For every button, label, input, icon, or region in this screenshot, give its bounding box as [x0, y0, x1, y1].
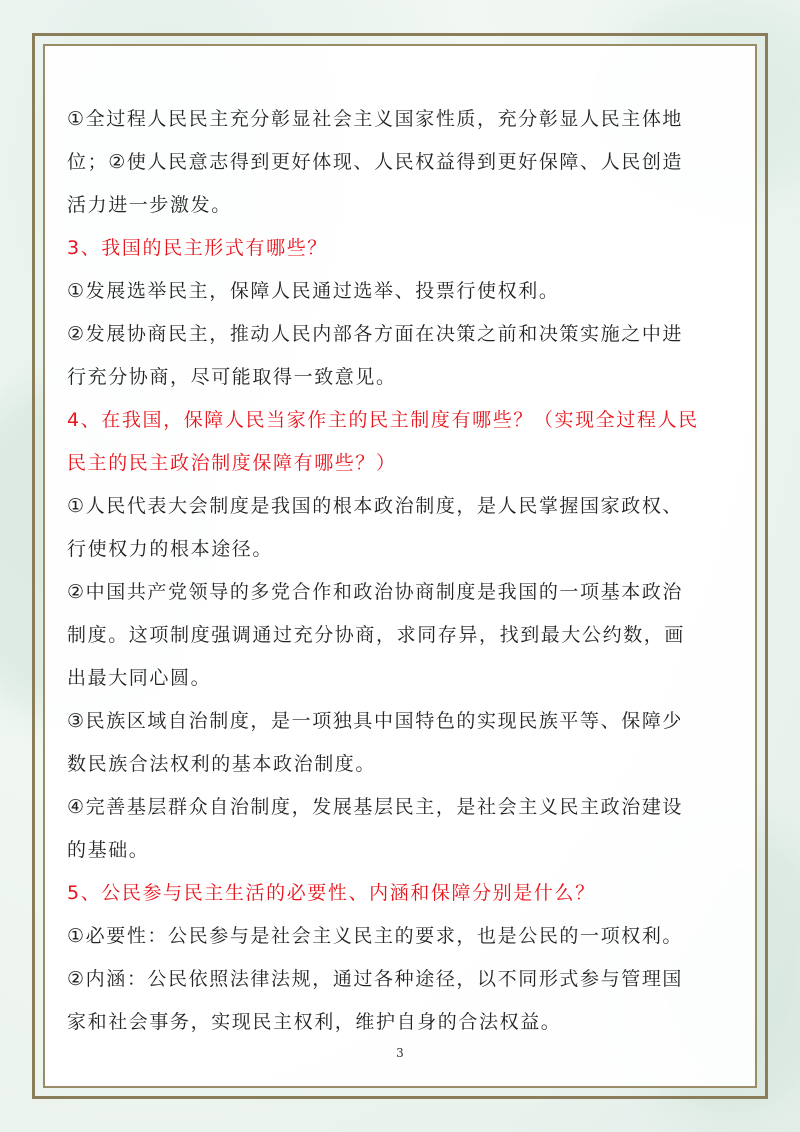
body-line: ②内涵：公民依照法律法规，通过各种途径，以不同形式参与管理国	[67, 968, 684, 990]
body-line: 制度。这项制度强调通过充分协商，求同存异，找到最大公约数，画	[67, 624, 686, 646]
body-line: 的基础。	[67, 839, 150, 861]
body-line: 位；②使人民意志得到更好体现、人民权益得到更好保障、人民创造	[67, 151, 684, 173]
question-heading-4-continued: 民主的民主政治制度保障有哪些？）	[67, 452, 397, 474]
question-heading-4: 4、在我国，保障人民当家作主的民主制度有哪些？（实现全过程人民	[67, 409, 699, 431]
body-line: 家和社会事务，实现民主权利，维护自身的合法权益。	[67, 1011, 562, 1033]
body-line: 数民族合法权利的基本政治制度。	[67, 753, 377, 775]
page-number: 3	[396, 1046, 404, 1060]
body-line: ①人民代表大会制度是我国的根本政治制度，是人民掌握国家政权、	[67, 495, 684, 517]
body-line: 行使权力的根本途径。	[67, 538, 274, 560]
body-line: 行充分协商，尽可能取得一致意见。	[67, 366, 397, 388]
body-line: ①必要性：公民参与是社会主义民主的要求，也是公民的一项权利。	[67, 925, 684, 947]
body-line: ②中国共产党领导的多党合作和政治协商制度是我国的一项基本政治	[67, 581, 684, 603]
document-body	[67, 98, 737, 1044]
body-line: ①全过程人民民主充分彰显社会主义国家性质，充分彰显人民主体地	[67, 108, 684, 130]
body-line: ①发展选举民主，保障人民通过选举、投票行使权利。	[67, 280, 560, 302]
body-line: ③民族区域自治制度，是一项独具中国特色的实现民族平等、保障少	[67, 710, 684, 732]
question-heading-5: 5、公民参与民主生活的必要性、内涵和保障分别是什么？	[67, 882, 596, 904]
body-line: ④完善基层群众自治制度，发展基层民主，是社会主义民主政治建设	[67, 796, 684, 818]
question-heading-3: 3、我国的民主形式有哪些？	[67, 237, 328, 259]
body-line: 出最大同心圆。	[67, 667, 212, 689]
body-line: ②发展协商民主，推动人民内部各方面在决策之前和决策实施之中进	[67, 323, 684, 345]
body-line: 活力进一步激发。	[67, 194, 232, 216]
